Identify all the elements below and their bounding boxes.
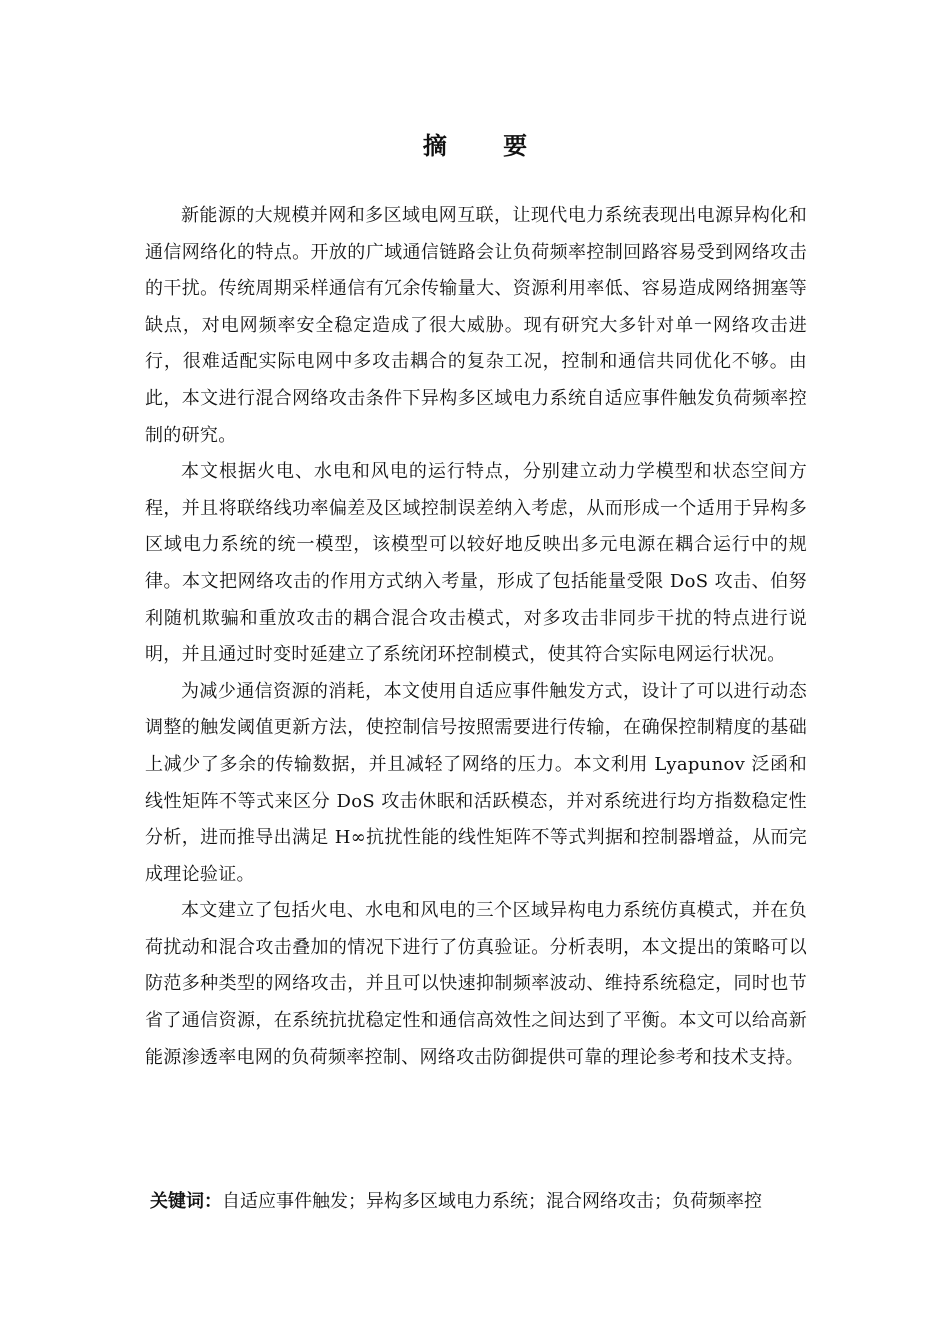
abstract-paragraph-4: 本文建立了包括火电、水电和风电的三个区域异构电力系统仿真模式，并在负荷扰动和混合攻击叠加的情况下进行了仿真验证。分析表明，本文提出的策略可以防范多种类型的网络攻击，并且可以快速抑制频率波动、维持系统稳定，同时也节省了通信资源，在系统抗扰稳定性和通信高效性之间达到了平衡。本文可以给高新能源渗透率电网的负荷频率控制、网络攻击防御提供可靠的理论参考和技术支持。	[145, 900, 807, 1068]
abstract-body	[145, 198, 807, 1076]
abstract-paragraph-1: 新能源的大规模并网和多区域电网互联，让现代电力系统表现出电源异构化和通信网络化的特点。开放的广域通信链路会让负荷频率控制回路容易受到网络攻击的干扰。传统周期采样通信有冗余传输量大、资源利用率低、容易造成网络拥塞等缺点，对电网频率安全稳定造成了很大威胁。现有研究大多针对单一网络攻击进行，很难适配实际电网中多攻击耦合的复杂工况，控制和通信共同优化不够。由此，本文进行混合网络攻击条件下异构多区域电力系统自适应事件触发负荷频率控制的研究。	[145, 205, 807, 446]
abstract-title: 摘 要	[422, 132, 552, 160]
keywords-text: 自适应事件触发；异构多区域电力系统；混合网络攻击；负荷频率控	[222, 1191, 762, 1212]
keywords-label: 关键词：	[150, 1191, 222, 1212]
abstract-paragraph-2: 本文根据火电、水电和风电的运行特点，分别建立动力学模型和状态空间方程，并且将联络线功率偏差及区域控制误差纳入考虑，从而形成一个适用于异构多区域电力系统的统一模型，该模型可以较好地反映出多元电源在耦合运行中的规律。本文把网络攻击的作用方式纳入考量，形成了包括能量受限 DoS 攻击、伯努利随机欺骗和重放攻击的耦合混合攻击模式，对多攻击非同步干扰的特点进行说明，并且通过时变时延建立了系统闭环控制模式，使其符合实际电网运行状况。	[145, 461, 807, 666]
keywords-line	[150, 1184, 810, 1220]
abstract-paragraph-3: 为减少通信资源的消耗，本文使用自适应事件触发方式，设计了可以进行动态调整的触发阈值更新方法，使控制信号按照需要进行传输，在确保控制精度的基础上减少了多余的传输数据，并且减轻了网络的压力。本文利用 Lyapunov 泛函和线性矩阵不等式来区分 DoS 攻击休眠和活跃模态，并对系统进行均方指数稳定性分析，进而推导出满足 H∞抗扰性能的线性矩阵不等式判据和控制器增益，从而完成理论验证。	[145, 680, 807, 885]
